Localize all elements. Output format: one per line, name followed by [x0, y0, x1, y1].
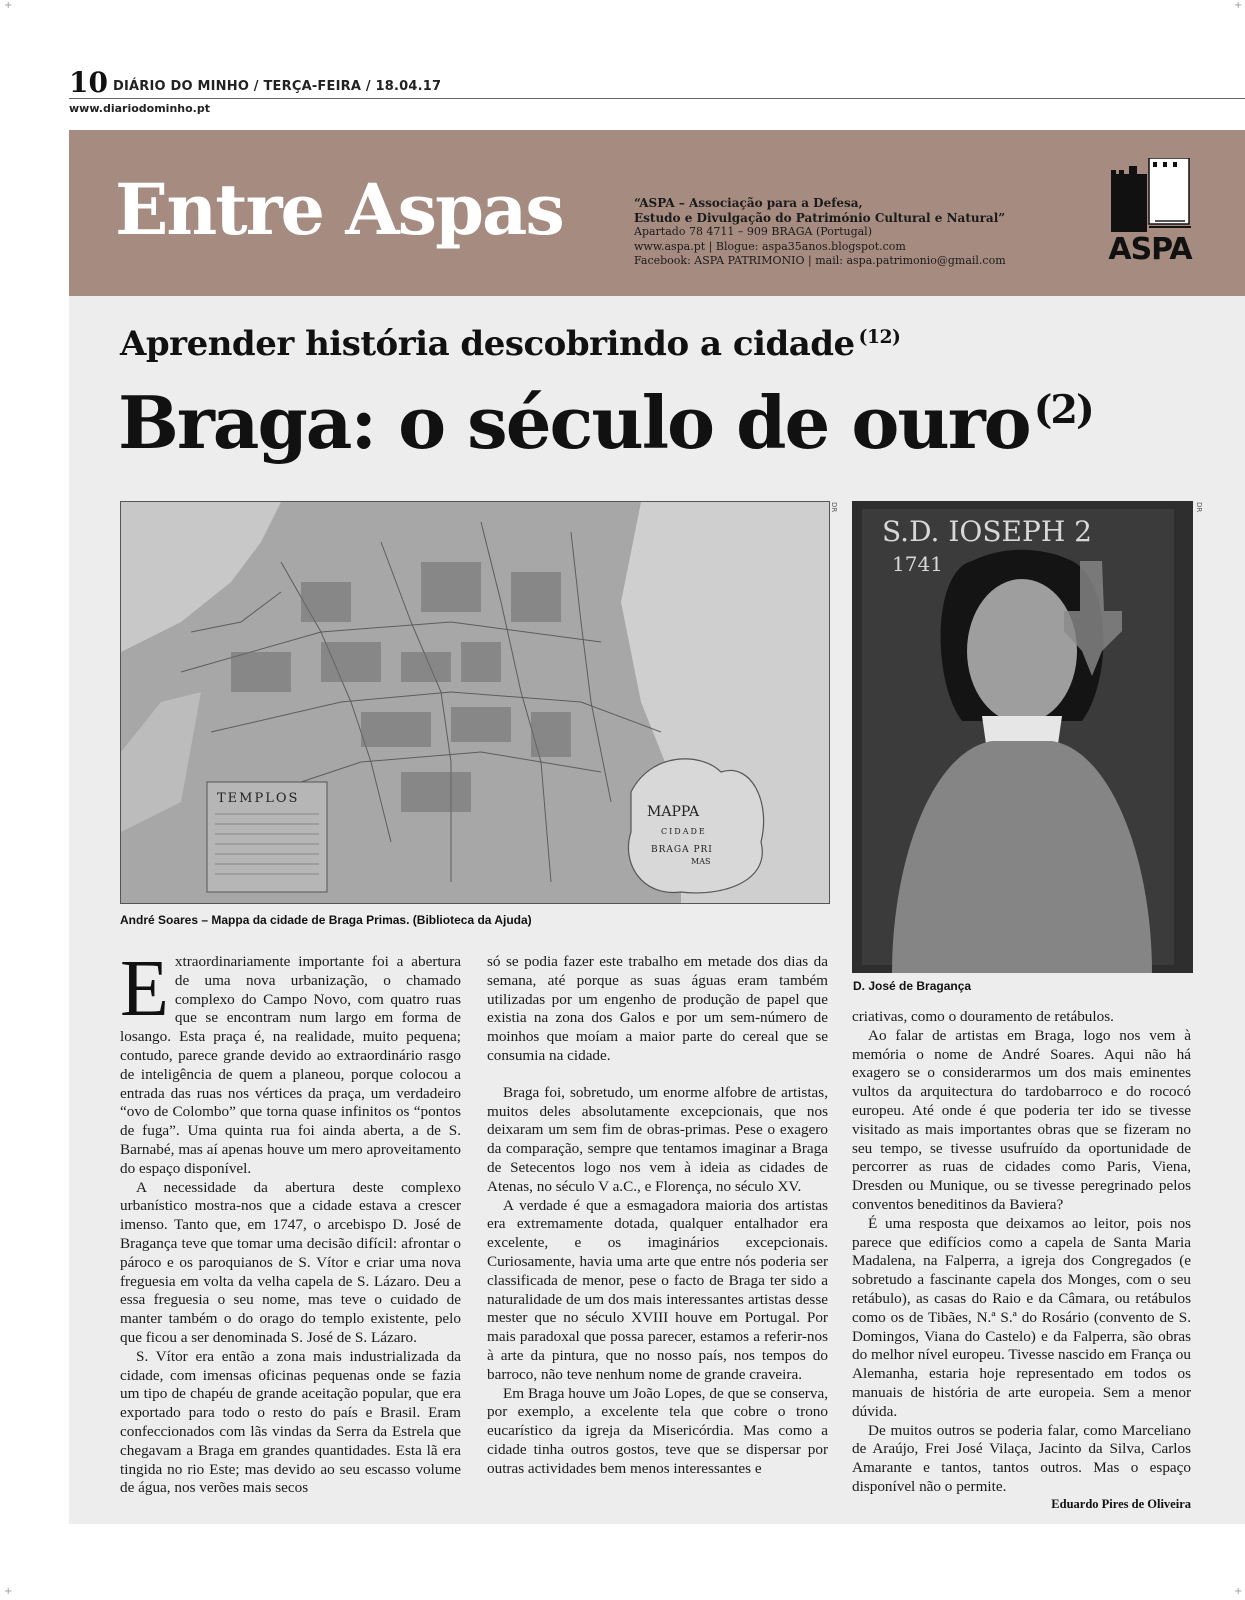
website-url[interactable]: www.diariodominho.pt — [69, 102, 210, 115]
map-label-mappa: MAPPA — [647, 804, 700, 820]
section-title: Entre Aspas — [115, 168, 563, 251]
map-label-templos: TEMPLOS — [217, 791, 300, 806]
section-banner — [69, 130, 1245, 296]
map-caption: André Soares – Mappa da cidade de Braga Primas. (Biblioteca da Ajuda) — [120, 913, 532, 927]
portrait-inscription: S.D. IOSEPH 2 — [882, 515, 1092, 548]
paragraph: só se podia fazer este trabalho em metade dos dias da semana, até porque as suas águas eram também utilizadas por um engenho de produção de papel que existia na zona dos Galos e por um sem-número de moinhos que moíam a maior parte do cereal que se consumia na cidade. — [487, 953, 828, 1064]
org-address: Apartado 78 4711 – 909 BRAGA (Portugal) — [634, 225, 872, 238]
kicker-text: Aprender história descobrindo a cidade — [120, 324, 855, 364]
article-column-3 — [852, 1008, 1191, 1497]
article-column-1 — [120, 945, 461, 1498]
portrait-year: 1741 — [892, 552, 943, 576]
headline-note: (2) — [1033, 387, 1093, 433]
map-label-mas: MAS — [691, 857, 711, 866]
org-name-line1: “ASPA – Associação para a Defesa, — [634, 196, 863, 210]
paragraph: S. Vítor era então a zona mais industrializada da cidade, com imensas oficinas pequenas onde se fazia um tipo de chapéu de grande aceitação popular, que era exportado para todo o resto do país e Brasil. Eram confeccionados com lãs vindas da Serra da Estrela que chegavam a Braga em grandes quantidades. Esta lã era tingida no rio Este; mas devido ao seu escasso volume de água, nos verões mais secos — [120, 1347, 461, 1497]
crop-mark: + — [1234, 0, 1243, 11]
map-photo — [120, 501, 830, 904]
aspa-logo-text: ASPA — [1108, 232, 1192, 267]
crop-mark: + — [1234, 1586, 1243, 1597]
portrait-photo-credit: DR — [1195, 502, 1203, 513]
tower-icon — [1105, 158, 1195, 238]
drop-cap: E — [120, 945, 169, 1033]
portrait-caption: D. José de Bragança — [853, 979, 972, 993]
author-byline: Eduardo Pires de Oliveira — [1051, 1497, 1191, 1511]
paragraph: É uma resposta que deixamos ao leitor, pois nos parece que edifícios como a capela de Santa Maria Madalena, na Falperra, a igreja dos Congregados (e sobretudo a fascinante capela dos Monges, com o seu retábulo), as casas do Raio e da Câmara, ou retábulos como os de Tibães, N.ª S.ª do Rosário (convento de S. Domingos, Viana do Castelo) e da Falperra, são obras do melhor nível europeu. Tivesse nascido em França ou Alemanha, estaria hoje representado em todos os manuais de história de arte europeia. Sem a menor dúvida. — [852, 1214, 1191, 1420]
map-label-braga: BRAGA PRI — [651, 845, 713, 855]
paragraph: Braga foi, sobretudo, um enorme alfobre de artistas, muitos deles absolutamente excepcionais, que nos deixaram um sem fim de obras-primas. Pese o exagero da comparação, sempre que tentamos imaginar a Braga de Setecentos logo nos vem à ideia as cidades de Atenas, no século V a.C., e Florença, no século XV. — [487, 1083, 828, 1195]
org-web[interactable]: www.aspa.pt | Blogue: aspa35anos.blogspot.com — [634, 239, 906, 253]
portrait-image — [852, 501, 1193, 973]
paragraph: Ao falar de artistas em Braga, logo nos vem à memória o nome de André Soares. Aqui não há exagero se o considerarmos um dos mais eminentes vultos da arquitectura do tardobarroco e do rococó europeu. Até onde é que poderia ter ido se tivesse visitado as mais importantes obras que se fizeram no seu tempo, se tivesse usufruído da oportunidade de percorrer as ruas de cidades como Paris, Viena, Dresden ou Munique, ou se tivesse peregrinado pelos conventos beneditinos da Baviera? — [852, 1026, 1191, 1213]
organization-info — [634, 196, 1006, 269]
paragraph: criativas, como o douramento de retábulos. — [852, 1008, 1114, 1025]
headline-text: Braga: o século de ouro — [118, 380, 1030, 465]
article-column-2 — [487, 953, 828, 1479]
paragraph — [120, 945, 461, 1179]
map-photo-credit: DR — [830, 502, 838, 513]
dateline: DIÁRIO DO MINHO / TERÇA-FEIRA / 18.04.17 — [113, 79, 442, 94]
page-header — [69, 68, 1245, 99]
aspa-logo — [1105, 158, 1195, 266]
map-label-cidade: CIDADE — [661, 827, 707, 836]
article-kicker — [120, 324, 900, 364]
crop-mark: + — [4, 0, 13, 11]
article-headline — [118, 380, 1093, 465]
crop-mark: + — [4, 1586, 13, 1597]
kicker-note: (12) — [858, 325, 901, 348]
org-name-line2: Estudo e Divulgação do Património Cultural e Natural” — [634, 210, 1006, 225]
paragraph-text: xtraordinariamente importante foi a abertura de uma nova urbanização, o chamado complexo do Campo Novo, com quatro ruas que se encontram num largo em forma de losango. Esta praça é, na realidade, muito pequena; contudo, parece grande devido ao extraordinário rasgo de inteligência de quem a planeou, porque colocou a entrada das ruas nos vértices da praça, um verdadeiro “ovo de Colombo” que torna quase infinitos os “pontos de fuga”. Uma quinta rua foi ainda aberta, a de S. Barnabé, mas aí apenas houve um mero aproveitamento do espaço disponível. — [120, 953, 461, 1177]
page-number: 10 — [69, 66, 108, 99]
paragraph: De muitos outros se poderia falar, como Marceliano de Araújo, Frei José Vilaça, Jacinto da Silva, Carlos Amarante e tantos, tantos outros. Mas o espaço disponível não o permite. — [852, 1421, 1191, 1495]
city-map-image — [121, 502, 829, 903]
portrait-photo — [852, 501, 1193, 973]
paragraph: A necessidade da abertura deste complexo urbanístico mostra-nos que a cidade estava a crescer imenso. Tanto que, em 1747, o arcebispo D. José de Bragança teve que tomar uma decisão difícil: afrontar o pároco e os paroquianos de S. Vítor e criar uma nova freguesia em volta da velha capela de S. Lázaro. Deu a essa freguesia o seu nome, mas teve o cuidado de manter também o do orago do templo existente, pelo que ficou a ser denominada S. José de S. Lázaro. — [120, 1178, 461, 1346]
org-social[interactable]: Facebook: ASPA PATRIMONIO | mail: aspa.patrimonio@gmail.com — [634, 254, 1006, 267]
paragraph: Em Braga houve um João Lopes, de que se conserva, por exemplo, a excelente tela que cobre o trono eucarístico da igreja da Misericórdia. Mas como a cidade tinha outros gostos, teve que se dispersar por outras actividades bem menos interessantes e — [487, 1384, 828, 1477]
paragraph: A verdade é que a esmagadora maioria dos artistas era extremamente dotada, qualquer entalhador era excelente, e os imaginários excepcionais. Curiosamente, havia uma arte que entre nós poderia ser classificada de menor, pese o facto de Braga ter sido a naturalidade de um dos mais interessantes artistas desse mester que no século XVIII houve em Portugal. Por mais paradoxal que possa parecer, estamos a referir-nos à arte da pintura, que no nosso país, nos tempos do barroco, não teve nenhum nome de grande craveira. — [487, 1196, 828, 1383]
